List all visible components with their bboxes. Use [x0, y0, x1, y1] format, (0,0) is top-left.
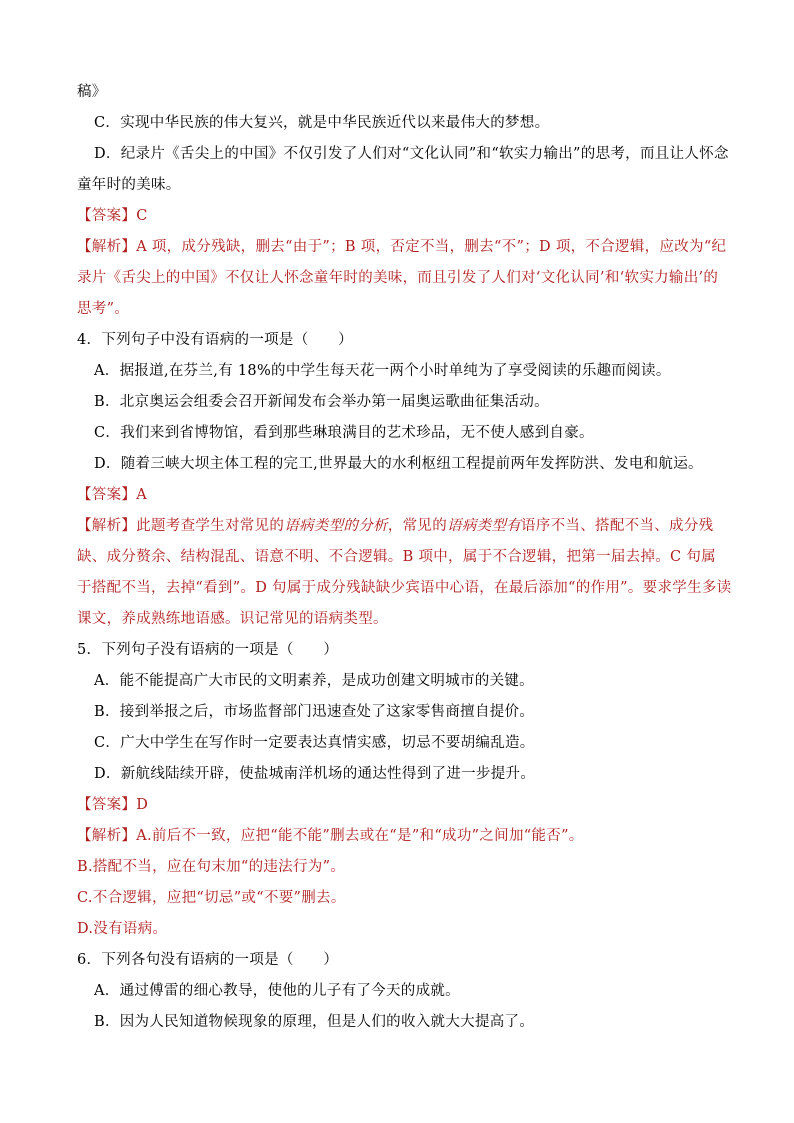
- q5-answer: 【答案】D: [77, 797, 149, 813]
- q4-analysis-line4: 课文，养成熟练地语感。识记常见的语病类型。: [77, 611, 388, 627]
- q5-option-d: D．新航线陆续开辟，使盐城南洋机场的通达性得到了进一步提升。: [94, 766, 536, 782]
- q5-analysis-line3: C.不合逻辑，应把“切忌”或“不要”删去。: [77, 890, 346, 906]
- q5-analysis-line1: 【解析】A.前后不一致，应把“能不能”删去或在“是”和“成功”之间加“能否”。: [77, 828, 584, 844]
- q3-option-d-line1: D．纪录片《舌尖上的中国》不仅引发了人们对“文化认同”和“软实力输出”的思考，而且让人怀念: [94, 146, 729, 162]
- q5-analysis-line4: D.没有语病。: [77, 921, 168, 937]
- q4-option-a: A．据报道,在芬兰,有 18%的中学生每天花一两个小时单纯为了享受阅读的乐趣而阅读。: [94, 363, 671, 379]
- q5-option-a: A．能不能提高广大市民的文明素养，是成功创建文明城市的关键。: [94, 673, 534, 689]
- q6-option-a: A．通过傅雷的细心教导，使他的儿子有了今天的成就。: [94, 983, 460, 999]
- q5-stem: 5．下列句子没有语病的一项是（ ）: [77, 642, 339, 658]
- q3-option-c: C．实现中华民族的伟大复兴，就是中华民族近代以来最伟大的梦想。: [94, 115, 550, 131]
- q5-analysis-line2: B.搭配不当，应在句末加“的违法行为”。: [77, 859, 346, 875]
- q4-analysis-part-c: ，常见的: [387, 518, 448, 534]
- q3-analysis-line1: 【解析】A 项，成分残缺，删去“由于”；B 项，否定不当，删去“不”；D 项，不合逻辑，应改为“纪: [77, 239, 727, 255]
- q3-option-d-line2: 童年时的美味。: [77, 177, 181, 193]
- q4-analysis-line3: 于搭配不当，去掉“看到”。D 句属于成分残缺缺少宾语中心语，在最后添加“的作用”。要求学生多读: [77, 580, 732, 596]
- q4-option-d: D．随着三峡大坝主体工程的完工,世界最大的水利枢纽工程提前两年发挥防洪、发电和航运。: [94, 456, 703, 472]
- q4-analysis-part-d: 语病类型有: [447, 518, 522, 534]
- q4-analysis-line2: 缺、成分赘余、结构混乱、语意不明、不合逻辑。B 项中，属于不合逻辑，把第一届去掉。C 句属: [77, 549, 716, 565]
- q3-answer: 【答案】C: [77, 208, 148, 224]
- q4-analysis-part-e: 语序不当、搭配不当、成分残: [521, 518, 714, 534]
- q4-analysis-part-b: 语病类型的分析: [284, 518, 388, 534]
- q3-analysis-line2: 录片《舌尖上的中国》不仅让人怀念童年时的美味，而且引发了人们对‘文化认同’和‘软实力输出’的: [77, 270, 719, 286]
- q4-option-b: B．北京奥运会组委会召开新闻发布会举办第一届奥运歌曲征集活动。: [94, 394, 549, 410]
- q6-option-b: B．因为人民知道物候现象的原理，但是人们的收入就大大提高了。: [94, 1014, 535, 1030]
- q4-option-c: C．我们来到省博物馆，看到那些琳琅满目的艺术珍品，无不使人感到自豪。: [94, 425, 594, 441]
- q4-stem: 4．下列句子中没有语病的一项是（ ）: [77, 332, 353, 348]
- q4-answer: 【答案】A: [77, 487, 147, 503]
- q5-option-b: B．接到举报之后，市场监督部门迅速查处了这家零售商擅自提价。: [94, 704, 535, 720]
- q3-analysis-line3: 思考”。: [77, 301, 130, 317]
- q3-tail: 稿》: [77, 84, 107, 100]
- q4-analysis-part-a: 【解析】此题考查学生对常见的: [77, 518, 285, 534]
- q5-option-c: C．广大中学生在写作时一定要表达真情实感，切忌不要胡编乱造。: [94, 735, 535, 751]
- q6-stem: 6．下列各句没有语病的一项是（ ）: [77, 952, 339, 968]
- q4-analysis-line1: [77, 516, 727, 536]
